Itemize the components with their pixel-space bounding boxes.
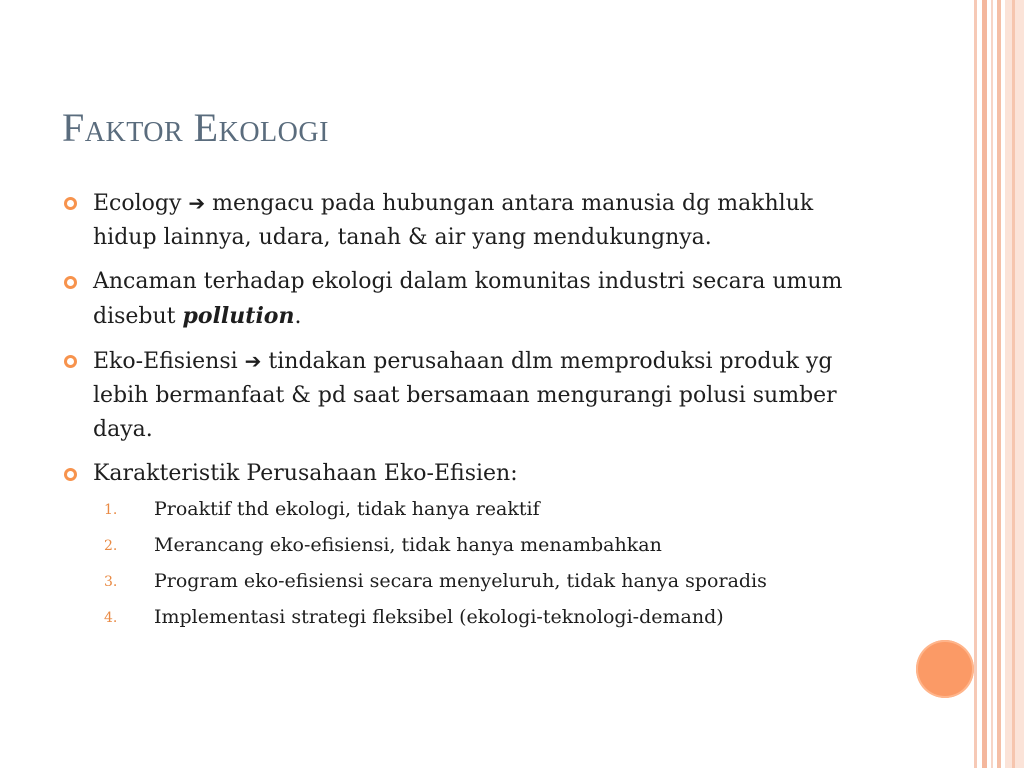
- list-number: 4.: [104, 610, 118, 626]
- numbered-list: [62, 495, 882, 631]
- bullet-text: Karakteristik Perusahaan Eko-Efisien:: [93, 461, 518, 486]
- bullet-ring-icon: [64, 276, 77, 289]
- stripe: [974, 0, 977, 768]
- bullet-item-ecology: [62, 186, 882, 255]
- bullet-text: tindakan perusahaan dlm memproduksi produk yg lebih bermanfaat & pd saat bersamaan mengurangi polusi sumber daya.: [93, 349, 837, 442]
- list-number: 1.: [104, 502, 118, 518]
- bullet-item-eko-efisiensi: [62, 344, 882, 447]
- slide-title: Faktor Ekologi: [62, 105, 329, 150]
- list-item: [62, 567, 882, 595]
- stripe: [991, 0, 993, 768]
- bullet-lead: Ecology: [93, 191, 182, 216]
- stripe: [1012, 0, 1015, 768]
- bullet-tail: .: [294, 304, 302, 329]
- bullet-text: Ancaman terhadap ekologi dalam komunitas industri secara umum disebut: [93, 269, 843, 329]
- bullet-emphasis: pollution: [182, 303, 295, 329]
- list-item-text: Proaktif thd ekologi, tidak hanya reaktif: [154, 498, 540, 520]
- arrow-right-icon: ➔: [188, 191, 206, 215]
- decorative-side-stripes: [974, 0, 1024, 768]
- list-item: [62, 531, 882, 559]
- list-item-text: Program eko-efisiensi secara menyeluruh, tidak hanya sporadis: [154, 570, 767, 592]
- bullet-lead: Eko-Efisiensi: [93, 349, 238, 374]
- stripe: [982, 0, 987, 768]
- list-number: 3.: [104, 574, 118, 590]
- bullet-ring-icon: [64, 468, 77, 481]
- decorative-orange-circle: [916, 640, 974, 698]
- bullet-ring-icon: [64, 197, 77, 210]
- slide-content: [62, 186, 882, 639]
- bullet-text: mengacu pada hubungan antara manusia dg makhluk hidup lainnya, udara, tanah & air yang mendukungnya.: [93, 191, 814, 250]
- list-item: [62, 603, 882, 631]
- bullet-ring-icon: [64, 355, 77, 368]
- list-item-text: Merancang eko-efisiensi, tidak hanya menambahkan: [154, 534, 662, 556]
- stripe: [997, 0, 1001, 768]
- list-item-text: Implementasi strategi fleksibel (ekologi-teknologi-demand): [154, 606, 724, 628]
- bullet-item-ancaman: [62, 265, 882, 334]
- bullet-item-karakteristik: [62, 457, 882, 491]
- list-number: 2.: [104, 538, 118, 554]
- list-item: [62, 495, 882, 523]
- arrow-right-icon: ➔: [244, 349, 262, 373]
